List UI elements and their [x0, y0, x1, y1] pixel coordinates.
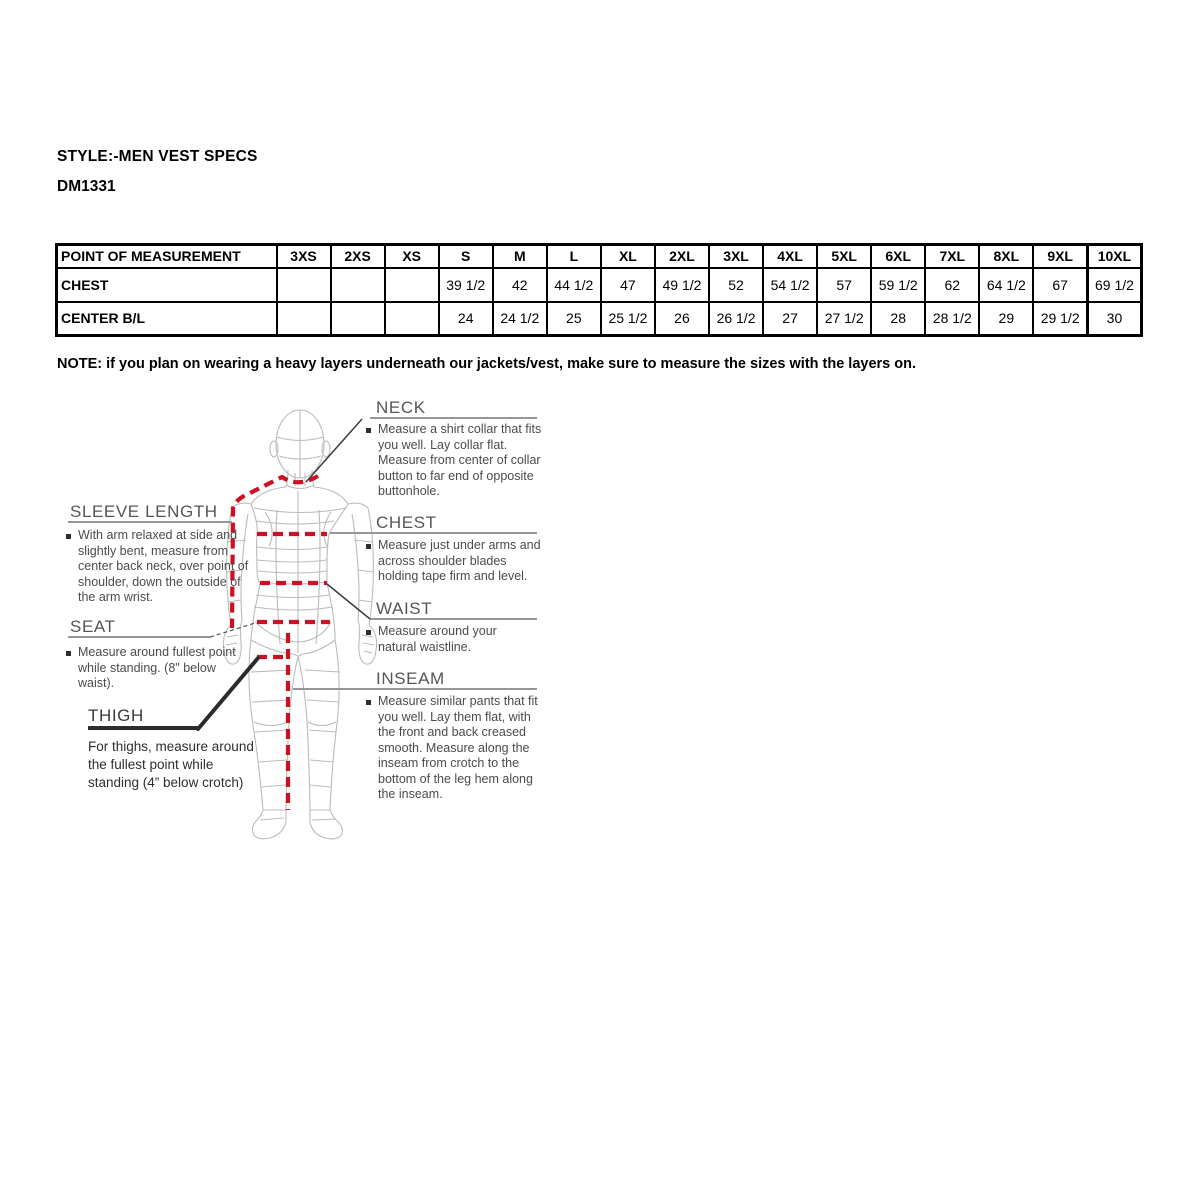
size-table — [55, 243, 1143, 337]
table-row-center-bl — [57, 302, 1142, 336]
inseam-label-desc: Measure similar pants that fit you well. Lay them flat, with the front and back creased smooth. Measure along the inseam from crotch to the bottom of the leg hem along the inseam. — [378, 694, 538, 801]
column-header-8xl: 8XL — [979, 245, 1033, 268]
cell: 26 — [655, 302, 709, 336]
cell — [277, 302, 331, 336]
neck-pointer-line — [306, 419, 362, 482]
cell: 59 1/2 — [871, 268, 925, 302]
column-header-m: M — [493, 245, 547, 268]
cell — [331, 268, 385, 302]
table-row-chest — [57, 268, 1142, 302]
bullet-icon — [366, 700, 371, 705]
cell: 49 1/2 — [655, 268, 709, 302]
cell: 24 — [439, 302, 493, 336]
seat-label-title: SEAT — [70, 617, 116, 636]
cell: 26 1/2 — [709, 302, 763, 336]
column-header-xs: XS — [385, 245, 439, 268]
bullet-icon — [66, 651, 71, 656]
inseam-label-title: INSEAM — [376, 669, 445, 688]
cell: 62 — [925, 268, 979, 302]
column-header-point-of-measurement: POINT OF MEASUREMENT — [57, 245, 277, 268]
column-header-2xl: 2XL — [655, 245, 709, 268]
cell: 25 1/2 — [601, 302, 655, 336]
thigh-label-title: THIGH — [88, 706, 144, 725]
cell: 44 1/2 — [547, 268, 601, 302]
cell — [385, 302, 439, 336]
chest-label-title: CHEST — [376, 513, 437, 532]
column-header-xl: XL — [601, 245, 655, 268]
cell: 27 — [763, 302, 817, 336]
style-code: DM1331 — [57, 178, 116, 195]
cell: 27 1/2 — [817, 302, 871, 336]
cell — [385, 268, 439, 302]
sleeve-length-label-desc: With arm relaxed at side and slightly bent, measure from center back neck, over point of shoulder, down the outside of the arm wrist. — [78, 528, 249, 604]
bullet-icon — [366, 428, 371, 433]
column-header-5xl: 5XL — [817, 245, 871, 268]
cell: 52 — [709, 268, 763, 302]
column-header-9xl: 9XL — [1033, 245, 1087, 268]
measurement-diagram — [55, 392, 542, 854]
cell: 28 1/2 — [925, 302, 979, 336]
waist-label-desc: Measure around your natural waistline. — [378, 624, 497, 654]
waist-label-title: WAIST — [376, 599, 433, 618]
size-table-header-row — [57, 245, 1142, 268]
cell: 54 1/2 — [763, 268, 817, 302]
column-header-10xl: 10XL — [1087, 245, 1141, 268]
cell: 29 — [979, 302, 1033, 336]
chest-label-desc: Measure just under arms and across shoulder blades holding tape firm and level. — [378, 538, 541, 583]
cell: 28 — [871, 302, 925, 336]
column-header-3xs: 3XS — [277, 245, 331, 268]
column-header-6xl: 6XL — [871, 245, 925, 268]
cell: 69 1/2 — [1087, 268, 1141, 302]
cell: 47 — [601, 268, 655, 302]
cell: 42 — [493, 268, 547, 302]
neck-label-desc: Measure a shirt collar that fits you well. Lay collar flat. Measure from center of collar button to far end of opposite buttonhole. — [378, 422, 542, 498]
neck-label-title: NECK — [376, 398, 426, 417]
cell: 57 — [817, 268, 871, 302]
cell: 29 1/2 — [1033, 302, 1087, 336]
cell: 25 — [547, 302, 601, 336]
cell: 30 — [1087, 302, 1141, 336]
seat-label-desc: Measure around fullest point while standing. (8" below waist). — [78, 645, 236, 690]
bullet-icon — [366, 544, 371, 549]
thigh-label-desc: For thighs, measure around the fullest point while standing (4” below crotch) — [88, 739, 254, 790]
cell: 67 — [1033, 268, 1087, 302]
column-header-s: S — [439, 245, 493, 268]
bullet-icon — [66, 534, 71, 539]
column-header-l: L — [547, 245, 601, 268]
row-label-center-bl: CENTER B/L — [57, 302, 277, 336]
row-label-chest: CHEST — [57, 268, 277, 302]
cell — [277, 268, 331, 302]
cell — [331, 302, 385, 336]
note-text: NOTE: if you plan on wearing a heavy layers underneath our jackets/vest, make sure to measure the sizes with the layers on. — [57, 356, 917, 372]
cell: 39 1/2 — [439, 268, 493, 302]
page-title: STYLE:-MEN VEST SPECS — [57, 148, 258, 165]
column-header-3xl: 3XL — [709, 245, 763, 268]
column-header-2xs: 2XS — [331, 245, 385, 268]
cell: 24 1/2 — [493, 302, 547, 336]
sleeve-length-label-title: SLEEVE LENGTH — [70, 502, 218, 521]
cell: 64 1/2 — [979, 268, 1033, 302]
column-header-7xl: 7XL — [925, 245, 979, 268]
bullet-icon — [366, 630, 371, 635]
column-header-4xl: 4XL — [763, 245, 817, 268]
